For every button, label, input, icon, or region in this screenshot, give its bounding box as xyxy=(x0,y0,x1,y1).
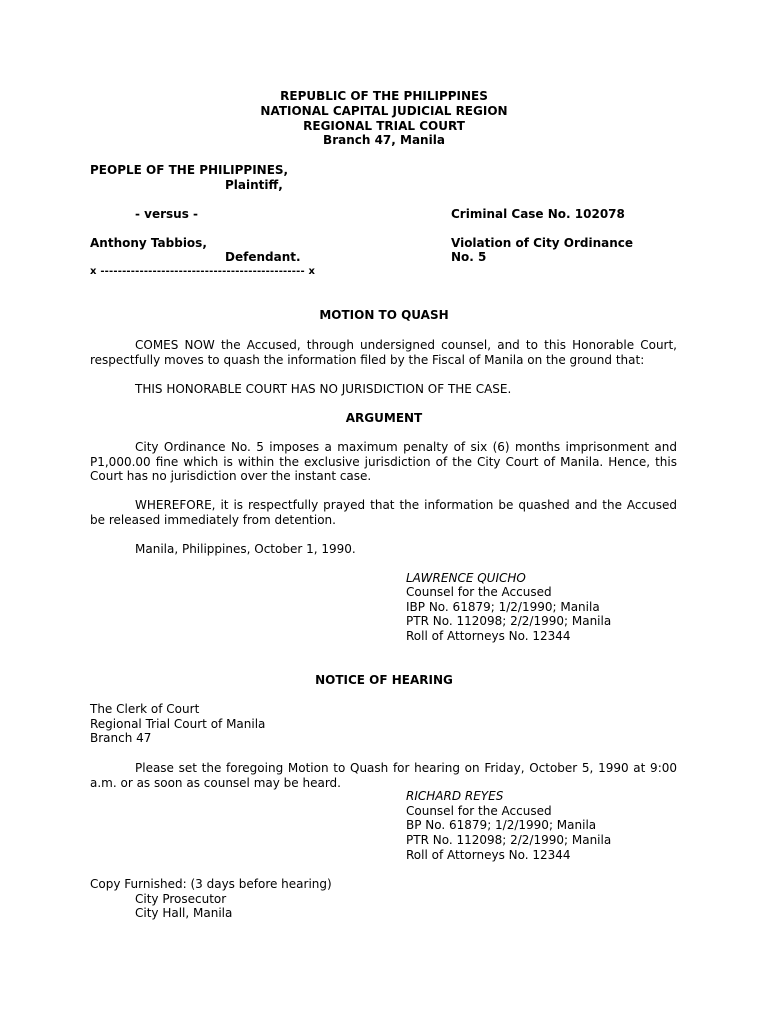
copy-furnished-recipient-2: City Hall, Manila xyxy=(135,906,233,920)
argument-text: City Ordinance No. 5 imposes a maximum penalty of six (6) months imprisonment and P1,000.00 fine which is within the exclusive jurisdiction of the City Court of Manila. Hence, this Court has no jurisdiction over the instant case. xyxy=(90,440,677,484)
offense-line-2: No. 5 xyxy=(451,250,487,264)
header-region: NATIONAL CAPITAL JUDICIAL REGION xyxy=(260,104,508,118)
copy-furnished-recipient-1: City Prosecutor xyxy=(135,892,227,906)
header-court: REGIONAL TRIAL COURT xyxy=(303,119,465,133)
signature1-name: LAWRENCE QUICHO xyxy=(406,571,526,585)
plaintiff-role: Plaintiff, xyxy=(225,178,283,192)
motion-title: MOTION TO QUASH xyxy=(319,308,449,322)
notice-body-text: Please set the foregoing Motion to Quash for hearing on Friday, October 5, 1990 at 9:00 a.m. or as soon as counsel may be heard. xyxy=(90,761,677,790)
case-number: Criminal Case No. 102078 xyxy=(451,207,625,221)
place-date: Manila, Philippines, October 1, 1990. xyxy=(135,542,356,556)
signature2-bp: BP No. 61879; 1/2/1990; Manila xyxy=(406,818,597,832)
notice-addressee-1: The Clerk of Court xyxy=(90,702,200,716)
signature2-name: RICHARD REYES xyxy=(406,789,504,803)
versus-label: - versus - xyxy=(135,207,199,221)
signature2-roll: Roll of Attorneys No. 12344 xyxy=(406,848,571,862)
notice-addressee-3: Branch 47 xyxy=(90,731,152,745)
motion-intro-text: COMES NOW the Accused, through undersigned counsel, and to this Honorable Court, respectfully moves to quash the information filed by the Fiscal of Manila on the ground that: xyxy=(90,338,677,367)
notice-body-paragraph xyxy=(90,761,677,790)
defendant-role: Defendant. xyxy=(225,250,301,264)
header-branch: Branch 47, Manila xyxy=(323,133,445,147)
signature1-roll: Roll of Attorneys No. 12344 xyxy=(406,629,571,643)
signature1-role: Counsel for the Accused xyxy=(406,585,552,599)
plaintiff-name: PEOPLE OF THE PHILIPPINES, xyxy=(90,163,289,177)
motion-intro-paragraph xyxy=(90,338,677,367)
copy-furnished-label: Copy Furnished: (3 days before hearing) xyxy=(90,877,332,891)
defendant-name: Anthony Tabbios, xyxy=(90,236,207,250)
signature1-ptr: PTR No. 112098; 2/2/1990; Manila xyxy=(406,614,612,628)
header-republic: REPUBLIC OF THE PHILIPPINES xyxy=(280,89,488,103)
caption-separator: x ----------------------------------------------- x xyxy=(90,266,316,277)
notice-title: NOTICE OF HEARING xyxy=(315,673,453,687)
argument-heading: ARGUMENT xyxy=(345,411,423,425)
prayer-paragraph xyxy=(90,498,677,527)
signature2-role: Counsel for the Accused xyxy=(406,804,552,818)
signature2-ptr: PTR No. 112098; 2/2/1990; Manila xyxy=(406,833,612,847)
motion-ground: THIS HONORABLE COURT HAS NO JURISDICTION OF THE CASE. xyxy=(135,382,512,396)
signature1-ibp: IBP No. 61879; 1/2/1990; Manila xyxy=(406,600,600,614)
offense-line-1: Violation of City Ordinance xyxy=(451,236,634,250)
argument-paragraph xyxy=(90,440,677,484)
prayer-text: WHEREFORE, it is respectfully prayed that the information be quashed and the Accused be released immediately from detention. xyxy=(90,498,677,527)
notice-addressee-2: Regional Trial Court of Manila xyxy=(90,717,266,731)
